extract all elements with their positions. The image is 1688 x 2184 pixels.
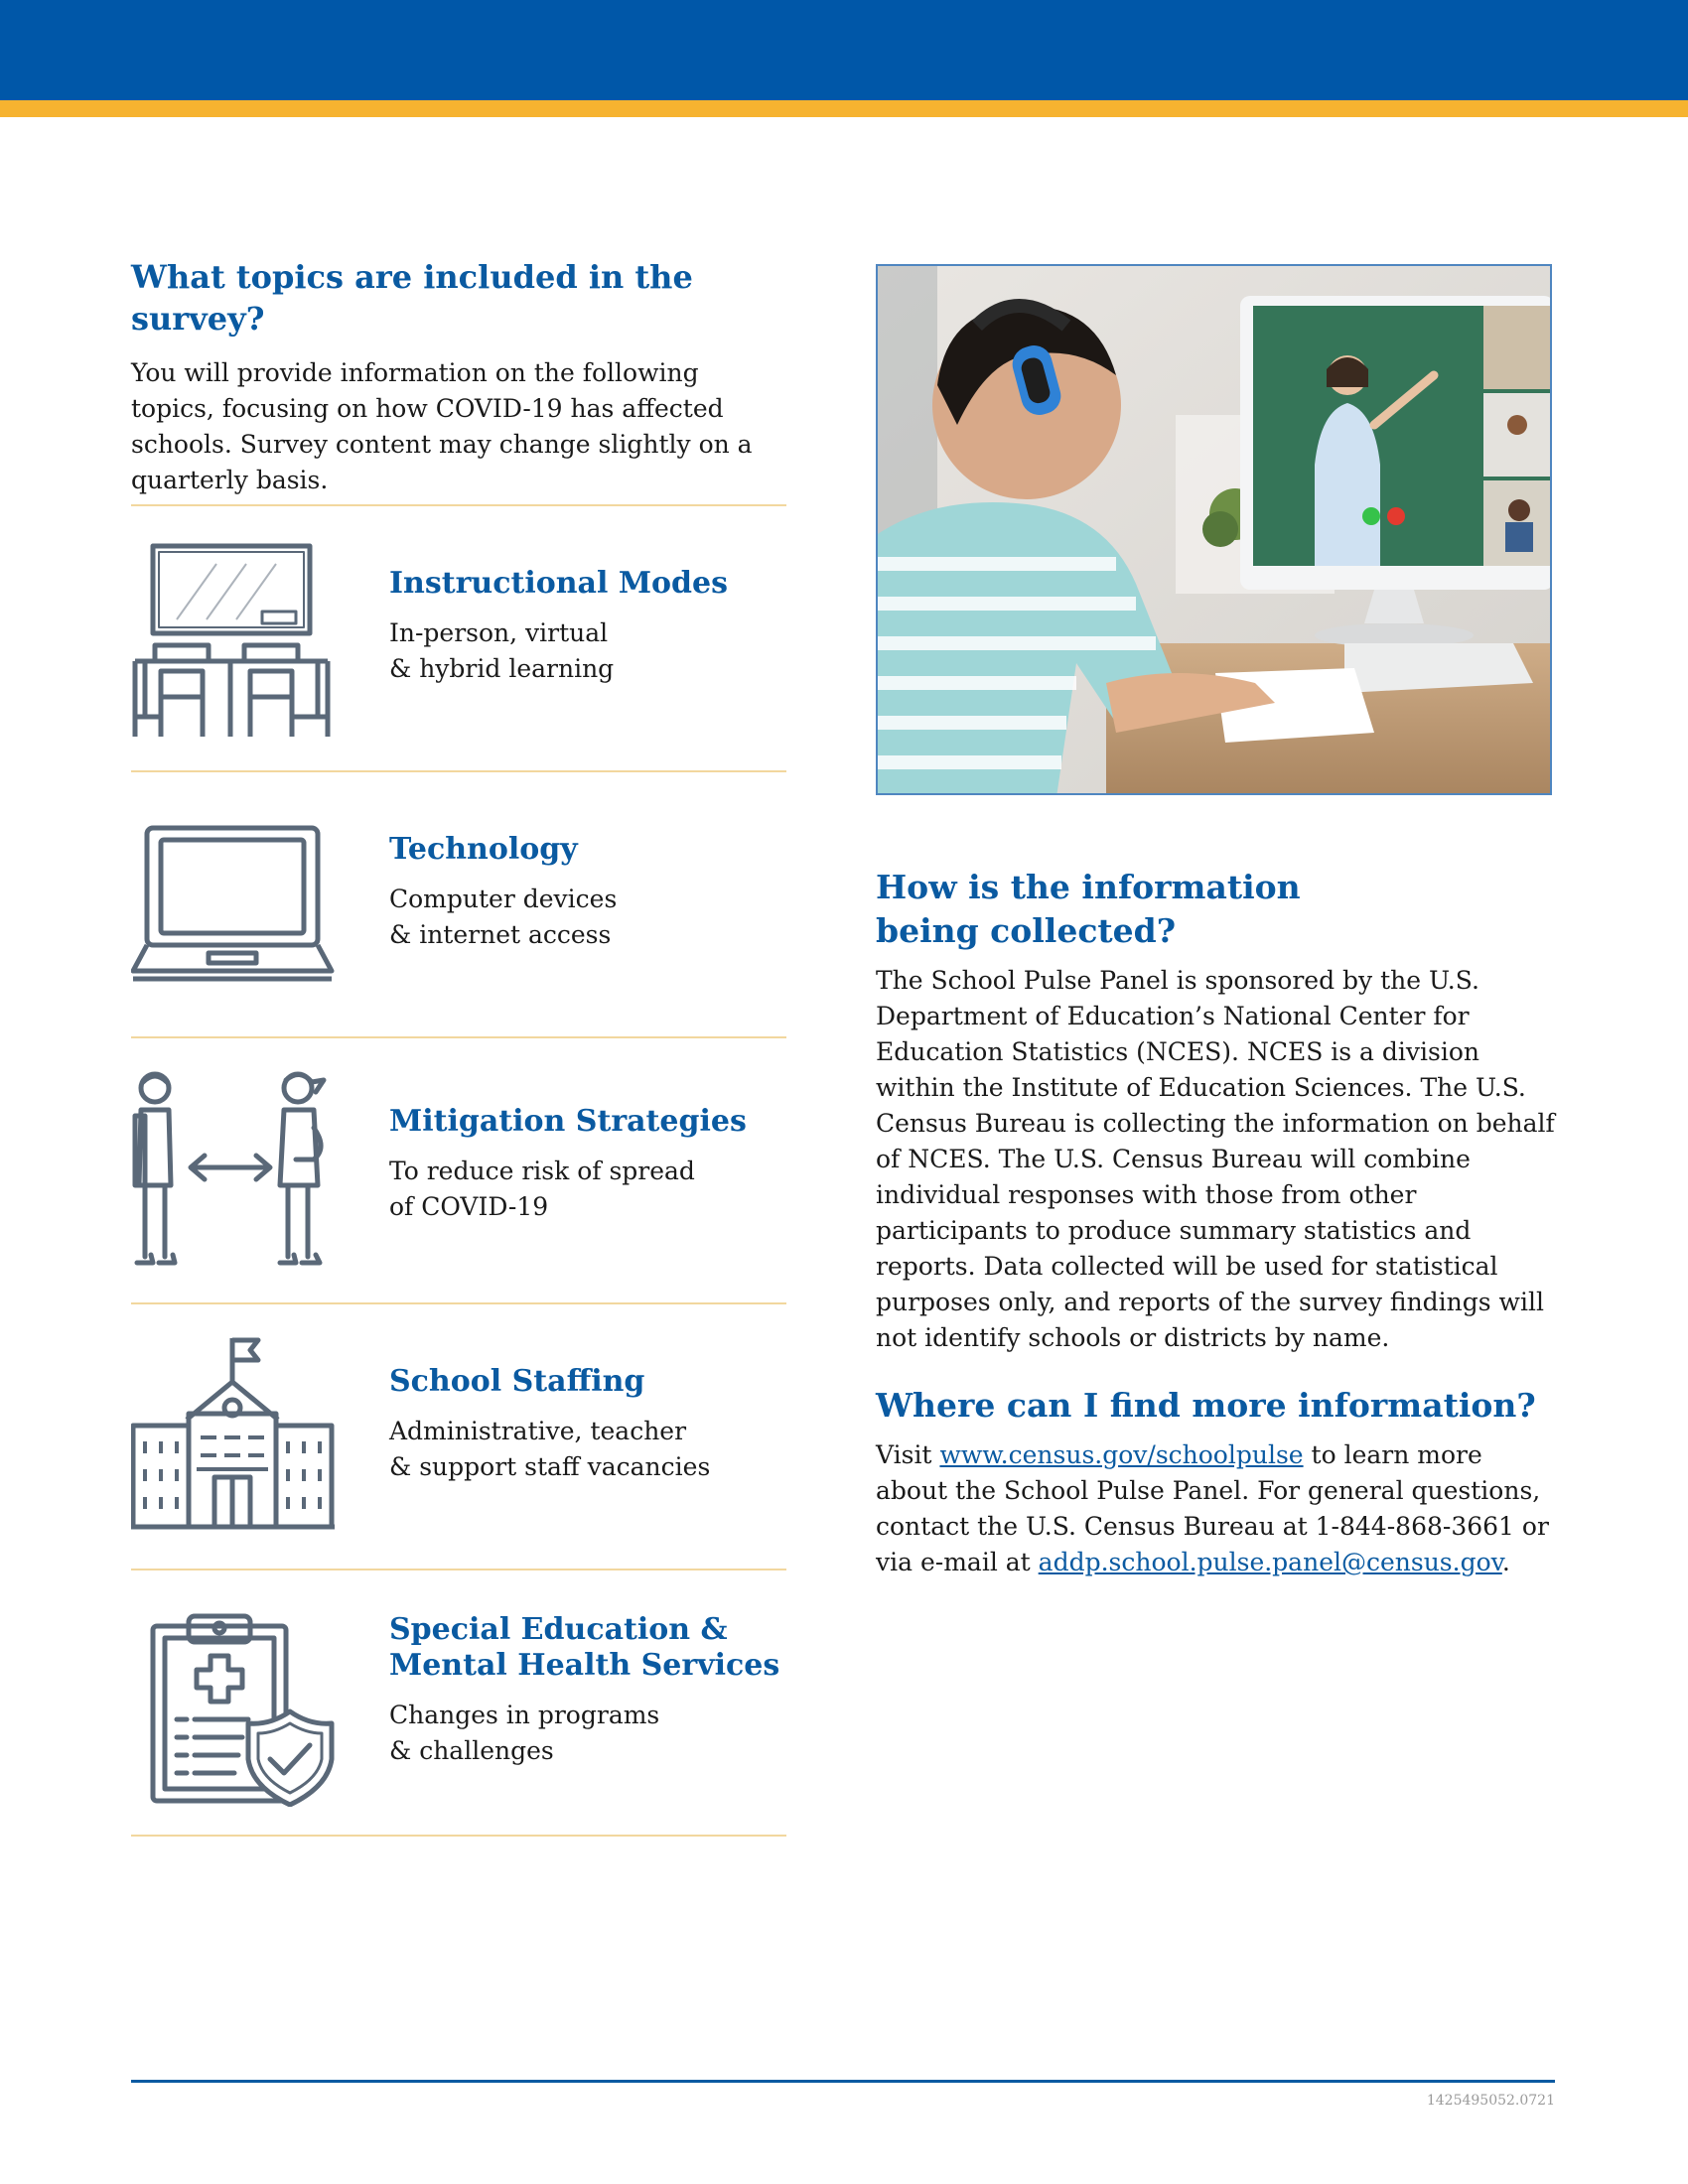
description-line: & hybrid learning	[389, 654, 615, 683]
body-text: Visit	[876, 1440, 940, 1469]
document-code: 1425495052.0721	[1426, 2093, 1555, 2109]
header-band	[0, 0, 1688, 100]
title-line: Mental Health Services	[389, 1648, 780, 1683]
clipboard-shield-icon	[131, 1608, 335, 1807]
description-line: of COVID-19	[389, 1192, 549, 1221]
description-line: Administrative, teacher	[389, 1417, 687, 1445]
topic-text	[389, 1612, 786, 1769]
topic-title	[389, 1612, 786, 1684]
topic-title: Technology	[389, 832, 578, 867]
topic-title: School Staffing	[389, 1364, 645, 1399]
description-line: & support staff vacancies	[389, 1452, 711, 1481]
topic-description	[389, 1154, 786, 1225]
collection-section	[876, 866, 1561, 1580]
body-text: to learn more about the School Pulse Panel. For general questions, contact the U.S. Census Bureau at 1-844-868-3661 or via e-mail at	[876, 1440, 1549, 1576]
topic-instructional-modes	[131, 504, 786, 770]
laptop-icon	[131, 824, 335, 1023]
description-line: & internet access	[389, 920, 612, 949]
topic-description	[389, 1698, 786, 1769]
topics-heading: What topics are included in the survey?	[131, 258, 693, 338]
classroom-icon	[131, 542, 335, 741]
topics-intro	[131, 256, 786, 498]
topic-text	[389, 1364, 786, 1485]
body-text: .	[1501, 1548, 1510, 1576]
footer-rule	[131, 2080, 1555, 2083]
description-line: Computer devices	[389, 885, 618, 913]
title-line: Special Education &	[389, 1612, 728, 1647]
description-line: & challenges	[389, 1736, 554, 1765]
description-line: Changes in programs	[389, 1701, 660, 1729]
email-link[interactable]: addp.school.pulse.panel@census.gov	[1038, 1548, 1502, 1576]
topic-description	[389, 1414, 786, 1485]
topic-text	[389, 832, 786, 953]
topic-technology	[131, 770, 786, 1036]
heading-line: being collected?	[876, 911, 1177, 950]
collection-heading	[876, 866, 1561, 953]
description-line: In-person, virtual	[389, 618, 609, 647]
topic-title: Mitigation Strategies	[389, 1104, 747, 1139]
topic-text	[389, 1104, 786, 1225]
topic-special-education	[131, 1569, 786, 1837]
topics-list	[131, 504, 786, 1837]
heading-line: How is the information	[876, 868, 1301, 906]
topic-text	[389, 566, 786, 687]
topic-description	[389, 882, 786, 953]
collection-body: The School Pulse Panel is sponsored by the U.S. Department of Education’s National Center for Education Statistics (NCES). NCES is a division within the Institute of Education Sciences. The U.S. Census Bureau is collecting the information on behalf of NCES. The U.S. Census Bureau will combine individual responses with those from other participants to produce summary statistics and reports. Data collected will be used for statistical purposes only, and reports of the survey findings will not identify schools or districts by name.	[876, 966, 1555, 1352]
header-accent-stripe	[0, 100, 1688, 117]
more-info-body	[876, 1437, 1561, 1580]
topic-school-staffing	[131, 1302, 786, 1569]
schoolpulse-link[interactable]: www.census.gov/schoolpulse	[939, 1440, 1304, 1469]
topic-description	[389, 615, 786, 687]
student-video-class-photo	[876, 264, 1552, 795]
social-distancing-icon	[131, 1068, 335, 1267]
topic-title: Instructional Modes	[389, 566, 729, 601]
topics-intro-text: You will provide information on the following topics, focusing on how COVID-19 has affected schools. Survey content may change slightly on a quarterly basis.	[131, 358, 753, 494]
school-building-icon	[131, 1334, 335, 1533]
description-line: To reduce risk of spread	[389, 1157, 695, 1185]
more-info-heading: Where can I find more information?	[876, 1386, 1536, 1425]
topic-mitigation-strategies	[131, 1036, 786, 1302]
